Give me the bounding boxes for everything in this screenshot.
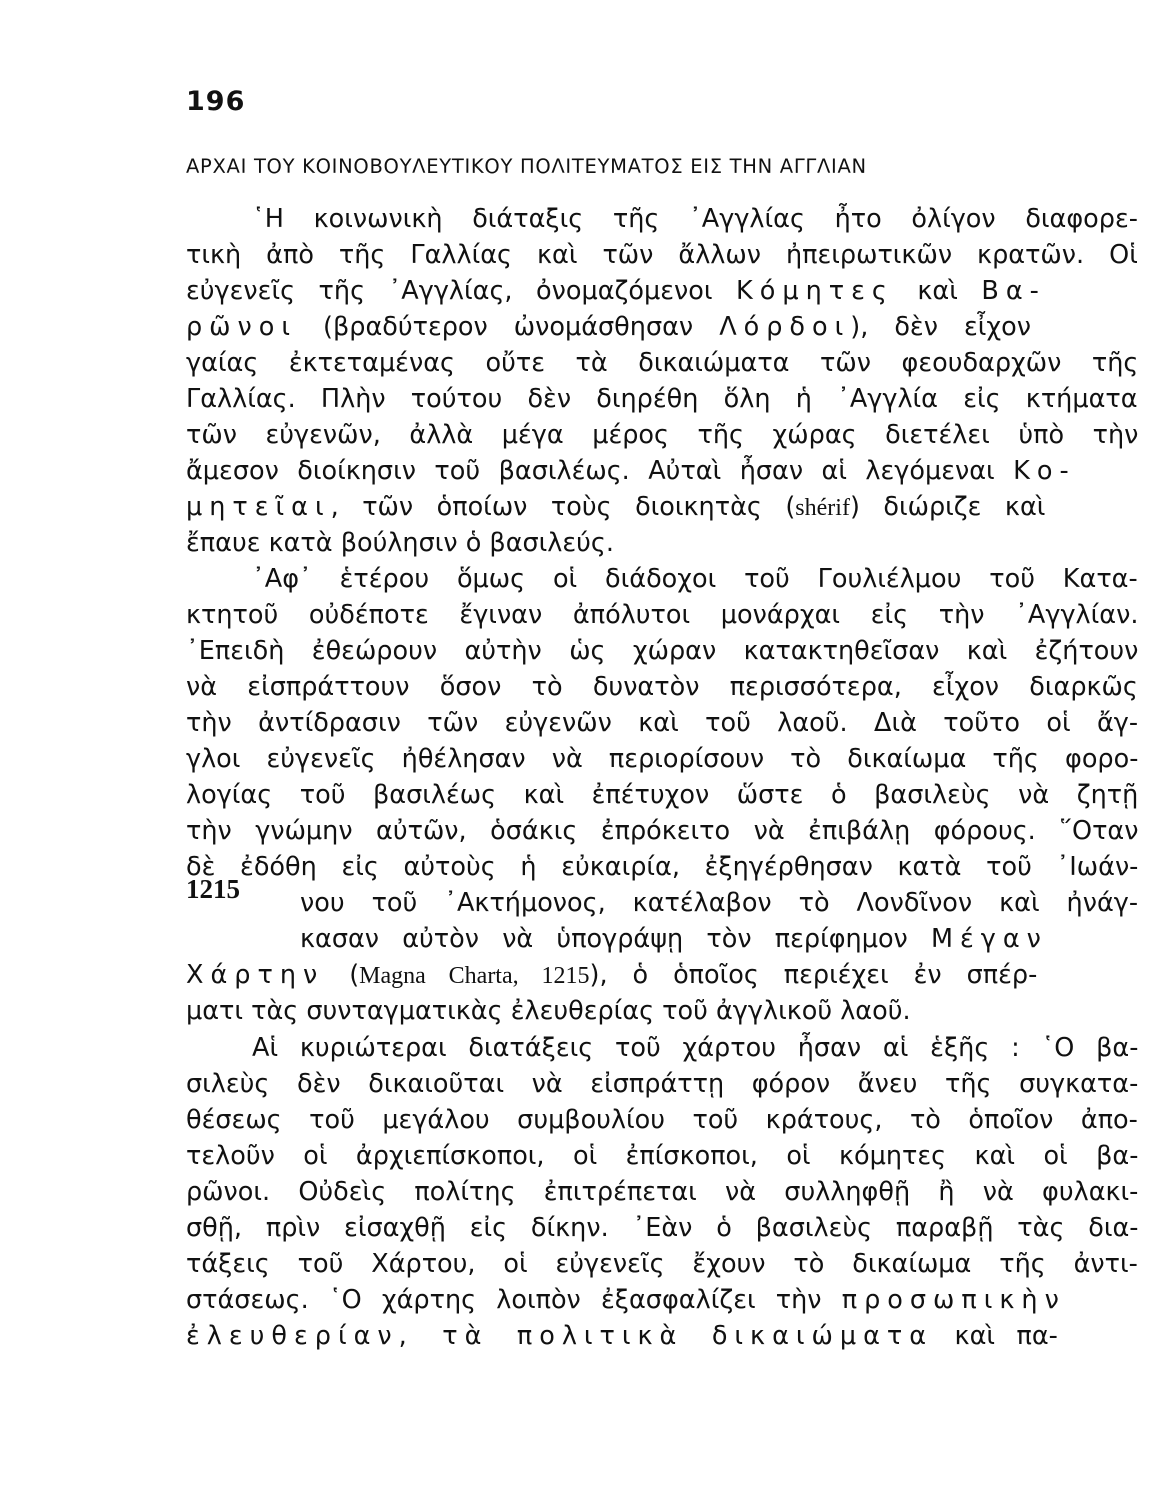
text-line: σιλεὺς δὲν δικαιοῦται νὰ εἰσπράττῃ φόρον ἄνευ τῆς συγκατα- [186, 1069, 1139, 1099]
text-line: γαίας ἐκτεταμένας οὔτε τὰ δικαιώματα τῶν φεουδαρχῶν τῆς [186, 348, 1139, 378]
text-span: καὶ πα- [933, 1321, 1058, 1351]
text-span: στάσεως. ῾Ο χάρτης λοιπὸν ἐξασφαλίζει τὴν [186, 1285, 842, 1315]
text-line: λογίας τοῦ βασιλέως καὶ ἐπέτυχον ὥστε ὁ βασιλεὺς νὰ ζητῇ [186, 780, 1139, 810]
text-span: ἄμεσον διοίκησιν τοῦ βασιλέως. Αὐταὶ ἦσαν αἱ λεγόμεναι [186, 456, 1014, 486]
text-line: νου τοῦ ᾿Ακτήμονος, κατέλαβον τὸ Λονδῖνον καὶ ἠνάγ- [300, 888, 1139, 918]
text-span: (βραδύτερον ὠνομάσθησαν [297, 312, 720, 342]
text-line: ᾿Αφ᾿ ἑτέρου ὅμως οἱ διάδοχοι τοῦ Γουλιέλμου τοῦ Κατα- [252, 564, 1138, 594]
text-line [186, 1321, 1058, 1351]
text-span: , τῶν ὁποίων τοὺς διοικητὰς ( [330, 492, 796, 522]
text-line: κτητοῦ οὐδέποτε ἔγιναν ἀπόλυτοι μονάρχαι εἰς τὴν ᾿Αγγλίαν. [186, 600, 1139, 630]
text-line: Αἱ κυριώτεραι διατάξεις τοῦ χάρτου ἦσαν αἱ ἑξῆς : ῾Ο βα- [252, 1033, 1139, 1063]
text-line: τελοῦν οἱ ἀρχιεπίσκοποι, οἱ ἐπίσκοποι, οἱ κόμητες καὶ οἱ βα- [186, 1141, 1139, 1171]
running-head: ΑΡΧΑΙ ΤΟΥ ΚΟΙΝΟΒΟΥΛΕΥΤΙΚΟΥ ΠΟΛΙΤΕΥΜΑΤΟΣ ΕΙΣ ΤΗΝ ΑΓΓΛΙΑΝ [186, 155, 867, 178]
spaced-term: ρῶνοι [186, 312, 298, 342]
text-line: τικὴ ἀπὸ τῆς Γαλλίας καὶ τῶν ἄλλων ἠπειρωτικῶν κρατῶν. Οἱ [186, 240, 1138, 270]
spaced-term: ἐλευθερίαν, τὰ πολιτικὰ δικαιώματα [186, 1321, 934, 1351]
latin-term: Magna Charta, 1215 [359, 963, 590, 989]
text-line [186, 456, 1076, 486]
text-line: ᾿Επειδὴ ἐθεώρουν αὐτὴν ὡς χώραν κατακτηθεῖσαν καὶ ἐζήτουν [186, 636, 1139, 666]
text-line: τάξεις τοῦ Χάρτου, οἱ εὐγενεῖς ἔχουν τὸ δικαίωμα τῆς ἀντι- [186, 1249, 1138, 1279]
text-span: εὐγενεῖς τῆς ᾿Αγγλίας, ὀνομαζόμενοι [186, 276, 737, 306]
text-span: ), ὁ ὁποῖος περιέχει ἐν σπέρ- [589, 960, 1038, 990]
text-line [300, 924, 1048, 954]
text-line: τὴν γνώμην αὐτῶν, ὁσάκις ἐπρόκειτο νὰ ἐπιβάλῃ φόρους. ῞Οταν [186, 816, 1139, 846]
text-line [186, 492, 1045, 522]
text-line: νὰ εἰσπράττουν ὅσον τὸ δυνατὸν περισσότερα, εἶχον διαρκῶς [186, 672, 1138, 702]
page-number: 196 [186, 86, 246, 117]
spaced-term: προσωπικὴν [841, 1285, 1066, 1315]
text-line: ματι τὰς συνταγματικὰς ἐλευθερίας τοῦ ἀγγλικοῦ λαοῦ. [186, 996, 911, 1026]
text-line: σθῇ, πρὶν εἰσαχθῇ εἰς δίκην. ᾿Εὰν ὁ βασιλεὺς παραβῇ τὰς δια- [186, 1213, 1139, 1243]
text-line: τὴν ἀντίδρασιν τῶν εὐγενῶν καὶ τοῦ λαοῦ. Διὰ τοῦτο οἱ ἄγ- [186, 708, 1139, 738]
latin-term: shérif [795, 495, 850, 521]
text-line: δὲ ἐδόθη εἰς αὐτοὺς ἡ εὐκαιρία, ἐξηγέρθησαν κατὰ τοῦ ᾿Ιωάν- [186, 852, 1139, 882]
text-line [186, 960, 1037, 990]
text-span: ( [324, 960, 360, 990]
text-line [186, 312, 1031, 342]
text-span: ) διώριζε καὶ [849, 492, 1046, 522]
spaced-term: Μέγαν [930, 924, 1048, 954]
margin-note-year: 1215 [186, 874, 240, 904]
spaced-term: Χάρτην [186, 960, 325, 990]
text-span: κασαν αὐτὸν νὰ ὑπογράψῃ τὸν περίφημον [300, 924, 931, 954]
text-span: καὶ [893, 276, 982, 306]
spaced-term: Κο- [1013, 456, 1076, 486]
spaced-term: Λόρδοι [719, 312, 851, 342]
text-line: Γαλλίας. Πλὴν τούτου δὲν διηρέθη ὅλη ἡ ᾿Αγγλία εἰς κτήματα [186, 384, 1138, 414]
text-line: γλοι εὐγενεῖς ἠθέλησαν νὰ περιορίσουν τὸ δικαίωμα τῆς φορο- [186, 744, 1139, 774]
spaced-term: Κόμητες [736, 276, 894, 306]
text-line: ῾Η κοινωνικὴ διάταξις τῆς ᾿Αγγλίας ἦτο ὀλίγον διαφορε- [252, 204, 1138, 234]
text-line: θέσεως τοῦ μεγάλου συμβουλίου τοῦ κράτους, τὸ ὁποῖον ἀπο- [186, 1105, 1138, 1135]
text-line: τῶν εὐγενῶν, ἀλλὰ μέγα μέρος τῆς χώρας διετέλει ὑπὸ τὴν [186, 420, 1139, 450]
text-line: ρῶνοι. Οὐδεὶς πολίτης ἐπιτρέπεται νὰ συλληφθῇ ἢ νὰ φυλακι- [186, 1177, 1139, 1207]
text-line [186, 1285, 1066, 1315]
spaced-term: Βα- [981, 276, 1046, 306]
spaced-term: μητεῖαι [186, 492, 331, 522]
text-span: ), δὲν εἶχον [850, 312, 1031, 342]
text-line [186, 276, 1046, 306]
text-line: ἔπαυε κατὰ βούλησιν ὁ βασιλεύς. [186, 528, 614, 558]
